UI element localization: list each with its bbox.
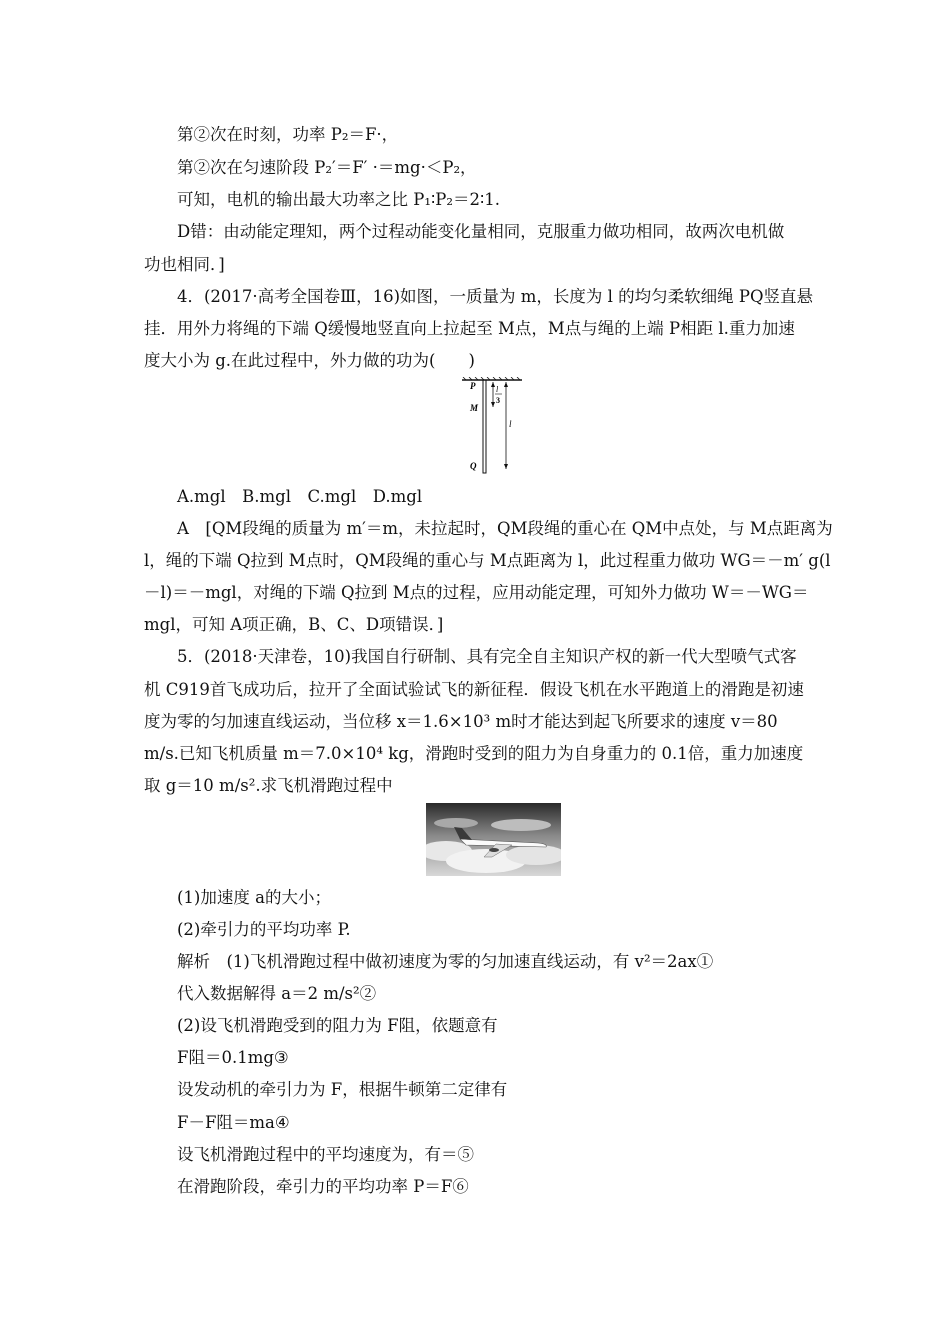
label-m: M: [470, 403, 479, 413]
question-1: (1)加速度 a的大小；: [177, 888, 331, 907]
text-line: 功也相同．]: [144, 255, 225, 274]
solution-line: 在滑跑阶段，牵引力的平均功率 P＝F⑥: [177, 1177, 469, 1196]
text-line: 第②次在时刻，功率 P₂＝F·，: [177, 125, 399, 144]
text-line: m/s.已知飞机质量 m＝7.0×10⁴ kg，滑跑时受到的阻力为自身重力的 0.1倍，重力加速度: [144, 744, 804, 763]
answer-choices: A.mgl B.mgl C.mgl D.mgl: [177, 487, 423, 506]
text-line: D错：由动能定理知，两个过程动能变化量相同，克服重力做功相同，故两次电机做: [177, 222, 785, 241]
question-2: (2)牵引力的平均功率 P.: [177, 920, 351, 939]
solution-line: F阻＝0.1mg③: [177, 1048, 289, 1067]
problem-4-heading: 4．(2017·高考全国卷Ⅲ，16)如图，一质量为 m，长度为 l 的均匀柔软细绳 PQ竖直悬: [177, 287, 814, 306]
text-line: A [QM段绳的质量为 m′＝m，未拉起时，QM段绳的重心在 QM中点处，与 M点距离为: [177, 519, 833, 538]
text-line: －l)＝－mgl，对绳的下端 Q拉到 M点的过程，应用动能定理，可知外力做功 W＝－WG＝: [144, 583, 809, 602]
text-line: 取 g＝10 m/s².求飞机滑跑过程中: [144, 776, 393, 795]
problem-5-heading: 5．(2018·天津卷，10)我国自行研制、具有完全自主知识产权的新一代大型喷气式客: [177, 647, 797, 666]
label-p: P: [470, 381, 476, 391]
text-line: 度为零的匀加速直线运动，当位移 x＝1.6×10³ m时才能达到起飞所要求的速度 v＝80: [144, 712, 778, 731]
label-l-over-3: l: [496, 385, 499, 394]
solution-line: 设飞机滑跑过程中的平均速度为，有＝⑤: [177, 1145, 474, 1164]
airplane-photo: [426, 803, 561, 876]
solution-line: 解析 (1)飞机滑跑过程中做初速度为零的匀加速直线运动，有 v²＝2ax①: [177, 952, 714, 971]
solution-line: 代入数据解得 a＝2 m/s²②: [177, 984, 377, 1003]
text-line: 挂．用外力将绳的下端 Q缓慢地竖直向上拉起至 M点，M点与绳的上端 P相距 l.重力加速: [144, 319, 795, 338]
solution-line: F－F阻＝ma④: [177, 1113, 290, 1132]
label-3: 3: [496, 396, 500, 405]
label-l: l: [509, 419, 512, 429]
text-line: 可知，电机的输出最大功率之比 P₁∶P₂＝2∶1.: [177, 190, 501, 209]
text-line: mgl，可知 A项正确，B、C、D项错误．]: [144, 615, 444, 634]
text-line: l，绳的下端 Q拉到 M点时，QM段绳的重心与 M点距离为 l，此过程重力做功 WG＝－m′ g(l: [144, 551, 831, 570]
solution-line: 设发动机的牵引力为 F，根据牛顿第二定律有: [177, 1080, 508, 1099]
text-line: 第②次在匀速阶段 P₂′＝F′ ·＝mg·＜P₂，: [177, 158, 477, 177]
label-q: Q: [470, 461, 477, 471]
rope-diagram: [462, 377, 522, 475]
text-line: 机 C919首飞成功后，拉开了全面试验试飞的新征程．假设飞机在水平跑道上的滑跑是初速: [144, 680, 804, 699]
solution-line: (2)设飞机滑跑受到的阻力为 F阻，依题意有: [177, 1016, 498, 1035]
text-line: 度大小为 g.在此过程中，外力做的功为( ): [144, 351, 475, 370]
